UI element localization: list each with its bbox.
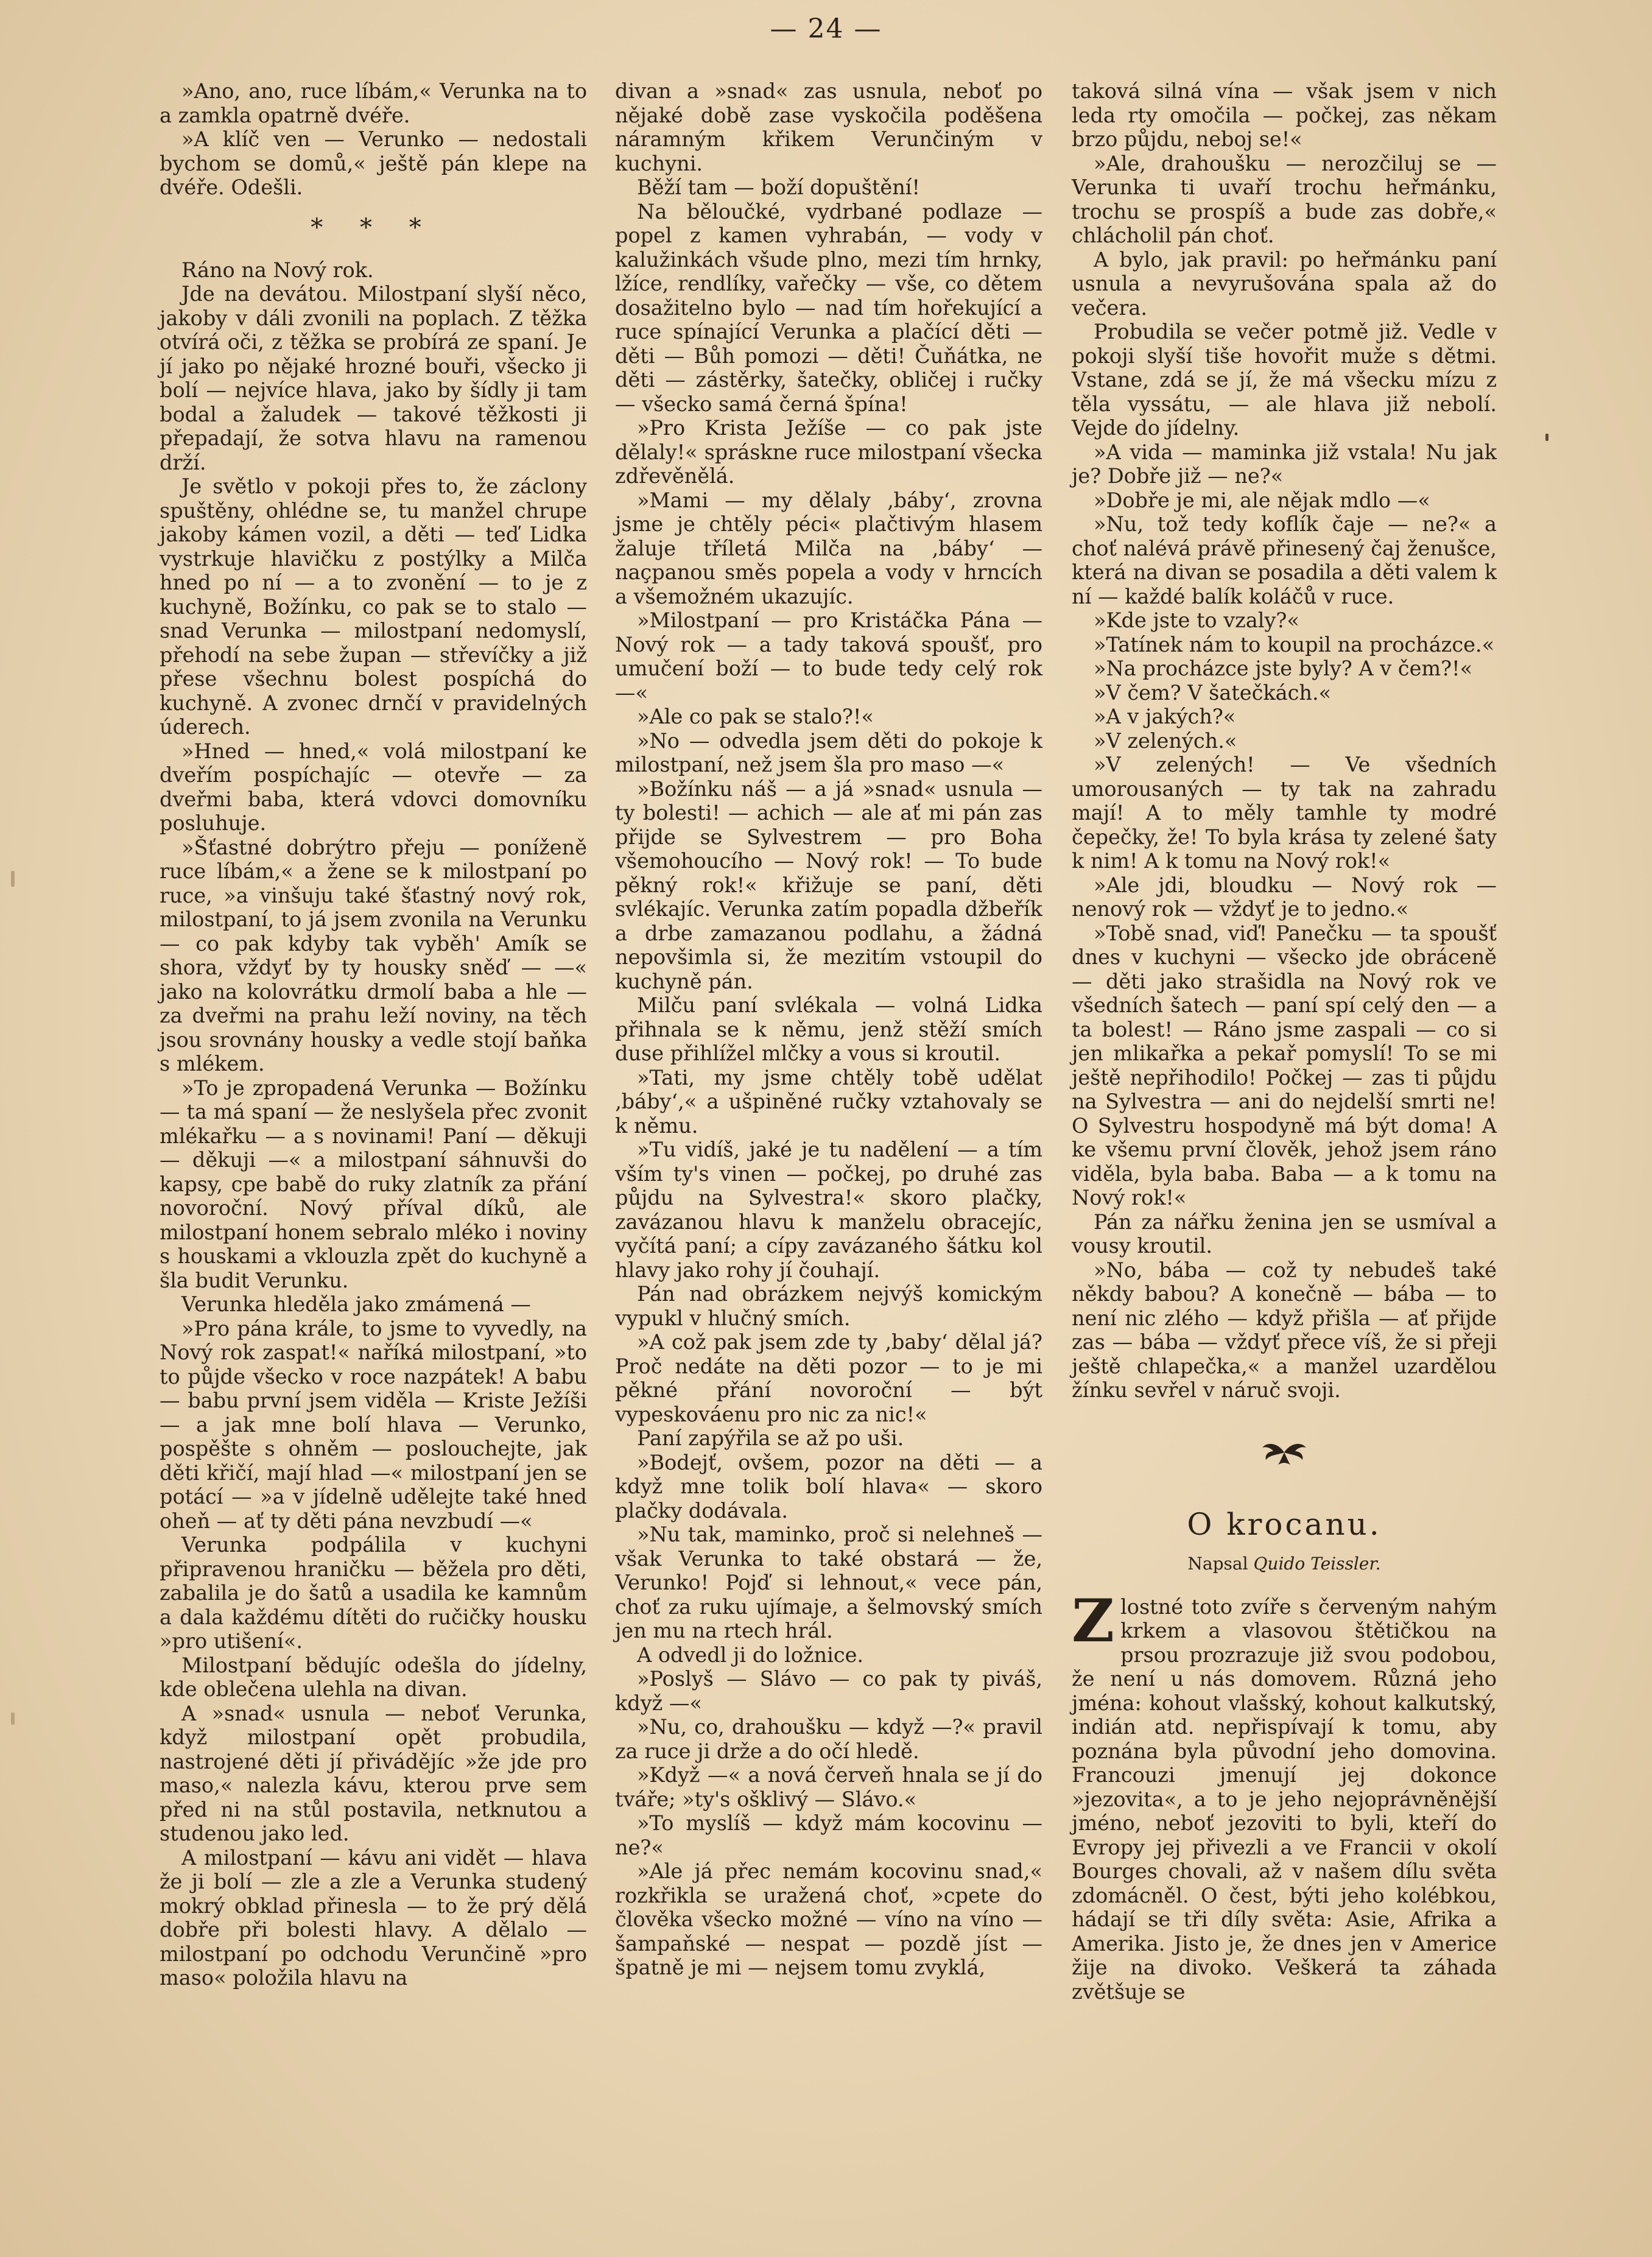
page-edge-mark xyxy=(11,1713,15,1725)
paragraph: Pán nad obrázkem nejvýš komickým vypukl v hlučný smích. xyxy=(615,1282,1042,1330)
byline-prefix: Napsal xyxy=(1187,1553,1248,1574)
paragraph: Ráno na Nový rok. xyxy=(181,258,374,282)
paragraph: Verunka podpálila v kuchyni připravenou hraničku — běžela pro děti, zabalila je do šatů a usadila ke kamnům a dala každému dítěti do ručičky housku »pro utišení«. xyxy=(160,1533,587,1653)
paragraph: »Na procházce jste byly? A v čem?!« xyxy=(1094,657,1473,680)
paragraph: A odvedl ji do ložnice. xyxy=(637,1643,864,1667)
asterisk-separator: * * * xyxy=(311,213,436,242)
paragraph: A »snad« usnula — neboť Verunka, když milostpaní opět probudila, nastrojené děti jí přivádějíc »že jde pro maso,« nalezla kávu, kterou prve sem před ni na stůl postavila, netknutou a studenou jako led. xyxy=(160,1701,587,1845)
paragraph: »Pro Krista Ježíše — co pak jste dělaly!« spráskne ruce milostpaní všecka zdřevěnělá. xyxy=(615,416,1042,488)
paragraph: divan a »snad« zas usnula, neboť po nějaké době zase vyskočila poděšena náramným křikem Verunčiným v kuchyni. xyxy=(615,79,1042,175)
paragraph: »A klíč ven — Verunko — nedostali bychom se domů,« ještě pán klepe na dvéře. Odešli. xyxy=(160,127,587,199)
paragraph: »Bodejť, ovšem, pozor na děti — a když mne tolik bolí hlava« — skoro plačky dodávala. xyxy=(615,1450,1042,1523)
paragraph: »V zelených! — Ve všedních umorousaných — ty tak na zahradu mají! A to měly tamhle ty modré čepečky, že! To byla krása ty zelené šaty k nim! A k tomu na Nový rok!« xyxy=(1072,753,1497,873)
page-edge-mark xyxy=(11,871,15,887)
paragraph: Na běloučké, vydrbané podlaze — popel z kamen vyhrabán, — vody v kalužinkách všude plno, mezi tím hrnky, lžíce, rendlíky, vařečky — vše, co dětem dosažitelno bylo — nad tím hořekující a ruce spínající Verunka a plačící děti — děti — Bůh pomozi — děti! Čuňátka, ne děti — zástěrky, šatečky, obličej i ručky — všecko samá černá špína! xyxy=(615,199,1042,416)
paragraph: »A což pak jsem zde ty ‚baby‘ dělal já? Proč nedáte na děti pozor — to je mi pěkné přání novoroční — být vypeskováenu pro nic za nic!« xyxy=(615,1330,1042,1426)
article-byline xyxy=(1072,1554,1497,1574)
page-number: — 24 — xyxy=(770,13,882,44)
text-column-2 xyxy=(615,79,1042,1980)
page-speck-mark xyxy=(1545,434,1548,441)
paragraph: »Ano, ano, ruce líbám,« Verunka na to a zamkla opatrně dvéře. xyxy=(160,79,587,127)
paragraph: Probudila se večer potmě již. Vedle v pokoji slyší tiše hovořit muže s dětmi. Vstane, zdá se jí, že má všecku mízu z těla vyssátu, — ale hlava již nebolí. Vejde do jídelny. xyxy=(1072,320,1497,440)
paragraph: Milču paní svlékala — volná Lidka přihnala se k němu, jenž stěží smích duse přihlížel mlčky a vous si kroutil. xyxy=(615,993,1042,1065)
article-title: O krocanu. xyxy=(1187,1506,1382,1542)
paragraph: »Tati, my jsme chtěly tobě udělat ‚báby‘,« a ušpiněné ručky vztahovaly se k němu. xyxy=(615,1065,1042,1138)
article-first-paragraph xyxy=(1072,1586,1497,2004)
paragraph: Běží tam — boží dopuštění! xyxy=(637,175,920,199)
paragraph: Pán za nářku ženina jen se usmíval a vousy kroutil. xyxy=(1072,1209,1497,1258)
article-author: Quido Teissler. xyxy=(1253,1553,1381,1574)
paragraph: taková silná vína — však jsem v nich leda rty omočila — počkej, zas někam brzo půjdu, neboj se!« xyxy=(1072,79,1497,151)
paragraph: »A vida — maminka již vstala! Nu jak je? Dobře již — ne?« xyxy=(1072,440,1497,488)
fleuron-ornament-icon xyxy=(1260,1439,1309,1466)
section-separator xyxy=(160,213,587,242)
paragraph: »V čem? V šatečkách.« xyxy=(1094,680,1332,705)
drop-cap: Z xyxy=(1072,1586,1115,1655)
paragraph: »Tobě snad, viď! Panečku — ta spoušť dnes v kuchyni — všecko jde obráceně — děti jako strašidla na Nový rok ve všedních šatech — paní spí celý den — a ta bolest! — Ráno jsme zaspali — co si jen mlikařka a pekař pomyslí! To se mi ještě nepřihodilo! Počkej — zas ti půjdu na Sylvestra — ani do nejdelší smrti ne! O Sylvestru hospodyně má být doma! A ke všemu první člověk, jehož jsem ráno viděla, byla baba. Baba — a k tomu na Nový rok!« xyxy=(1072,921,1497,1209)
paragraph: Milostpaní bědujíc odešla do jídelny, kde oblečena ulehla na divan. xyxy=(160,1653,587,1701)
paragraph: »Šťastné dobrýtro přeju — poníženě ruce líbám,« a žene se k milostpaní po ruce, »a vinšuju také šťastný nový rok, milostpaní, to já jsem zvonila na Verunku — co pak kdyby tak vyběh' Amík se shora, vždyť by ty housky sněď — —« jako na kolovrátku drmolí baba a hle — za dveřmi na prahu leží noviny, na těch jsou srovnány housky a vedle stojí baňka s mlékem. xyxy=(160,835,587,1076)
text-column-3 xyxy=(1072,79,1497,2004)
paragraph: »Pro pána krále, to jsme to vyvedly, na Nový rok zaspat!« naříká milostpaní, »to to půjde všecko v roce nazpátek! A babu — babu první jsem viděla — Kriste Ježíši — a jak mne bolí hlava — Verunko, pospěšte s ohněm — poslouchejte, jak děti křičí, mají hlad —« milostpaní jen se potácí — »a v jídelně udělejte také hned oheň — ať ty děti pána nevzbudí —« xyxy=(160,1316,587,1533)
paragraph: A bylo, jak pravil: po heřmánku paní usnula a nevyrušována spala až do večera. xyxy=(1072,247,1497,320)
paragraph: »Dobře je mi, ale nějak mdlo —« xyxy=(1094,488,1430,512)
paragraph: »Ale co pak se stalo?!« xyxy=(637,705,874,728)
paragraph: »Tatínek nám to koupil na procházce.« xyxy=(1094,632,1495,657)
paragraph: »Ale jdi, bloudku — Nový rok — nenový rok — vždyť je to jedno.« xyxy=(1072,873,1497,921)
paragraph: »Ale, drahoušku — nerozčiluj se — Verunka ti uvaří trochu heřmánku, trochu se prospíš a bude zas dobře,« chlácholil pán choť. xyxy=(1072,151,1497,247)
paragraph: »No, bába — což ty nebudeš také někdy babou? A konečně — bába — to není nic zlého — když přišla — ať přijde zas — bába — vždyť přece víš, že si přeji ještě chlapečka,« a manžel uzardělou žínku sevřel v náruč svoji. xyxy=(1072,1258,1497,1402)
paragraph: Jde na devátou. Milostpaní slyší něco, jakoby v dáli zvonili na poplach. Z těžka otvírá oči, z těžka se probírá ze spaní. Je jí jako po nějaké hrozné bouři, všecko ji bolí — nejvíce hlava, jako by šídly ji tam bodal a žaludek — takové těžkosti ji přepadají, že sotva hlavu na ramenou drží. xyxy=(160,282,587,474)
paragraph: »Mami — my dělaly ‚báby‘, zrovna jsme je chtěly péci« plačtivým hlasem žaluje tříletá Milča na ‚báby‘ — naçpanou směs popela a vody v hrncích a všemožném ukazujíc. xyxy=(615,488,1042,608)
paragraph: A milostpaní — kávu ani vidět — hlava že ji bolí — zle a zle a Verunka studený mokrý obklad přinesla — to že prý dělá dobře při bolesti hlavy. A dělalo — milostpaní po odchodu Verunčině »pro maso« položila hlavu na xyxy=(160,1845,587,1990)
paragraph: »To je zpropadená Verunka — Božínku — ta má spaní — že neslyšela přec zvonit mlékařku — a s novinami! Paní — děkuji — děkuji —« a milostpaní sáhnuvši do kapsy, cpe babě do ruky zlatník za přání novoroční. Nový příval díků, ale milostpaní honem sebralo mléko i noviny s houskami a vklouzla zpět do kuchyně a šla budit Verunku. xyxy=(160,1076,587,1292)
paragraph: »Ale já přec nemám kocovinu snad,« rozkřikla se uražená choť, »cpete do člověka všecko možné — víno na víno — šampaňské — nespat — pozdě jíst — špatně je mi — nejsem tomu zvyklá, xyxy=(615,1859,1042,1979)
paragraph: »Božínku náš — a já »snad« usnula — ty bolesti! — achich — ale ať mi pán zas přijde se Sylvestrem — pro Boha všemohoucího — Nový rok! — To bude pěkný rok!« křižuje se paní, děti svlékajíc. Verunka zatím popadla džbeřík a drbe zamazanou podlahu, a žádná nepovšimla si, že mezitím vstoupil do kuchyně pán. xyxy=(615,776,1042,993)
paragraph: »Když —« a nová červeň hnala se jí do tváře; »ty's ošklivý — Slávo.« xyxy=(615,1763,1042,1811)
paragraph: »To myslíš — když mám kocovinu — ne?« xyxy=(615,1811,1042,1859)
paragraph: »Kde jste to vzaly?« xyxy=(1094,608,1299,632)
article-paragraph-text: lostné toto zvíře s červeným nahým krkem a vlasovou štětičkou na prsou prozrazuje již svou podobou, že není u nás domovem. Různá jeho jména: kohout vlašský, kohout kalkutský, indián atd. nepřispívají k tomu, aby poznána byla původní jeho domovina. Francouzi jmenují jej dokonce »jezovita«, a to je jeho nejoprávněnější jméno, neboť jezoviti to byli, kteří do Evropy jej přivezli a ve Francii v okolí Bourges chovali, až v našem dílu světa zdomácněl. O čest, býti jeho kolébkou, hádají se tři díly světa: Asie, Afrika a Amerika. Jisto je, že dnes jen v Americe žije na divoko. Veškerá ta záhada zvětšuje se xyxy=(1072,1594,1497,2004)
paragraph: »Nu, co, drahoušku — když —?« pravil za ruce ji drže a do očí hledě. xyxy=(615,1715,1042,1763)
paragraph: Paní zapýřila se až po uši. xyxy=(637,1426,904,1450)
paragraph: Verunka hleděla jako zmámená — xyxy=(181,1292,531,1316)
paragraph: »Hned — hned,« volá milostpaní ke dveřím pospíchajíc — otevře — za dveřmi baba, která vdovci domovníku posluhuje. xyxy=(160,739,587,835)
paragraph: »Milostpaní — pro Kristáčka Pána — Nový rok — a tady taková spoušť, pro umučení boží — to bude tedy celý rok —« xyxy=(615,608,1042,705)
paragraph: »Tu vidíš, jaké je tu nadělení — a tím vším ty's vinen — počkej, po druhé zas půjdu na Sylvestra!« skoro plačky, zavázanou hlavu k manželu obracejíc, vyčítá paní; a cípy zavázaného šátku kol hlavy jako rohy jí čouhají. xyxy=(615,1138,1042,1282)
paragraph: Je světlo v pokoji přes to, že záclony spuštěny, ohlédne se, tu manžel chrupe jakoby kámen vozil, a děti — teď Lidka vystrkuje hlavičku z postýlky a Milča hned po ní — a to zvonění — to je z kuchyně, Božínku, co pak se to stalo — snad Verunka — milostpaní nedomyslí, přehodí na sebe župan — střevíčky a již přese všechnu bolest pospíchá do kuchyně. A zvonec drnčí v pravidelných úderech. xyxy=(160,474,587,739)
paragraph: »Poslyš — Slávo — co pak ty piváš, když —« xyxy=(615,1667,1042,1715)
paragraph: »V zelených.« xyxy=(1094,728,1237,753)
paragraph: »A v jakých?« xyxy=(1094,705,1236,728)
paragraph: »Nu, tož tedy koflík čaje — ne?« a choť nalévá právě přinesený čaj ženušce, která na divan se posadila a děti valem k ní — každé balík koláčů v ruce. xyxy=(1072,512,1497,608)
paragraph: »Nu tak, maminko, proč si nelehneš — však Verunka to také obstará — že, Verunko! Pojď si lehnout,« vece pán, choť za ruku ujímaje, a šelmovský smích jen mu na rtech hrál. xyxy=(615,1523,1042,1643)
paragraph: »No — odvedla jsem děti do pokoje k milostpaní, než jsem šla pro maso —« xyxy=(615,728,1042,776)
text-column-1 xyxy=(160,79,587,1990)
